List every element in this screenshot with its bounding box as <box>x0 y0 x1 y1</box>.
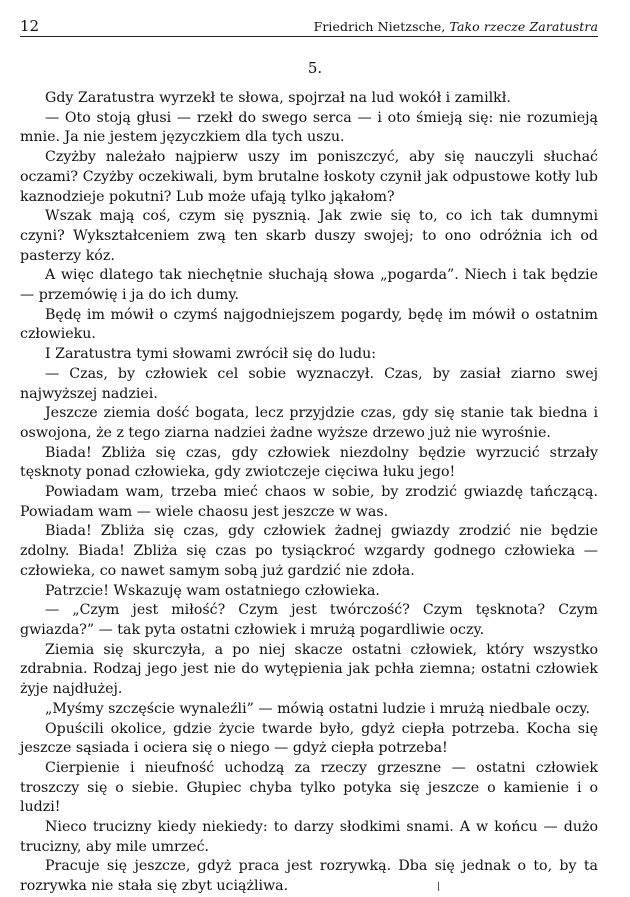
paragraph: Nieco trucizny kiedy niekiedy: to darzy słodkimi snami. A w końcu — dużo trucizny, aby mile umrzeć. <box>20 819 598 855</box>
running-head-author: Friedrich Nietzsche, <box>313 19 450 34</box>
running-header <box>20 14 598 37</box>
paragraph: Opuścili okolice, gdzie życie twarde było, gdyż ciepła potrzeba. Kocha się jeszcze sąsiada i ociera się o niego — gdyż ciepła potrzeba! <box>20 720 598 757</box>
paragraph: Powiadam wam, trzeba mieć chaos w sobie, by zrodzić gwiazdę tańczącą. Powiadam wam — wiele chaosu jest jeszcze w was. <box>20 484 598 520</box>
paragraph: Biada! Zbliża się czas, gdy człowiek żadnej gwiazdy zrodzić nie będzie zdolny. Biada! Zbliża się czas po tysiąckroć wzgardy godnego człowieka — człowieka, co nawet samym sobą już gardzić nie zdoła. <box>20 523 598 579</box>
paragraph: — „Czym jest miłość? Czym jest twórczość? Czym tęsknota? Czym gwiazda?” — tak pyta ostatni człowiek i mrużą pogardliwie oczy. <box>20 602 598 638</box>
paragraph: Czyżby należało najpierw uszy im poniszczyć, aby się nauczyli słuchać oczami? Czyżby oczekiwali, bym brutalne łoskoty czynił jak odpustowe kotły lub kaznodzieje pokutni? Lub może ufają tylko jąkałom? <box>20 149 598 205</box>
body-text <box>20 89 598 897</box>
paragraph: Cierpienie i nieufność uchodzą za rzeczy grzeszne — ostatni człowiek troszczy się o siebie. Głupiec chyba tylko potyka się jeszcze o kamienie i o ludzi! <box>20 759 598 816</box>
paragraph: „Myśmy szczęście wynaleźli” — mówią ostatni ludzie i mrużą niedbale oczy. <box>45 700 590 717</box>
running-head <box>314 19 598 34</box>
page-number: 12 <box>20 17 40 35</box>
running-head-title: Tako rzecze Zaratustra <box>449 19 598 34</box>
section-number: 5. <box>307 59 323 77</box>
paragraph: A więc dlatego tak niechętnie słuchają słowa „pogarda”. Niech i tak będzie — przemówię i ja do ich dumy. <box>20 267 598 304</box>
paragraph: — Oto stoją głusi — rzekł do swego serca — i oto śmieją się: nie rozumieją mnie. Ja nie jestem języczkiem dla tych uszu. <box>20 109 598 146</box>
paragraph: Ziemia się skurczyła, a po niej skacze ostatni człowiek, który wszystko zdrabnia. Rodzaj jego jest nie do wytępienia jak pchła ziemna; ostatni człowiek żyje najdłużej. <box>20 641 598 698</box>
paragraph: I Zaratustra tymi słowami zwrócił się do ludu: <box>45 346 377 363</box>
paragraph: Wszak mają coś, czym się pysznią. Jak zwie się to, co ich tak dumnymi czyni? Wykształceniem zwą ten skarb duszy swojej; to ono odróżnia ich od pasterzy kóz. <box>20 208 598 264</box>
paragraph: Jeszcze ziemia dość bogata, lecz przyjdzie czas, gdy się stanie tak biedna i oswojona, że z tego ziarna nadziei żadne wyższe drzewo już nie wyrośnie. <box>20 405 598 441</box>
paragraph: — Czas, by człowiek cel sobie wyznaczył. Czas, by zasiał ziarno swej najwyższej nadziei. <box>20 365 598 402</box>
crop-mark <box>438 882 439 891</box>
paragraph: Gdy Zaratustra wyrzekł te słowa, spojrzał na lud wokół i zamilkł. <box>45 90 511 106</box>
paragraph: Pracuje się jeszcze, gdyż praca jest rozrywką. Dba się jednak o to, by ta rozrywka nie stała się zbyt uciążliwa. <box>20 858 598 895</box>
paragraph: Będę im mówił o czymś najgodniejszem pogardy, będę im mówił o ostatnim człowieku. <box>20 306 598 343</box>
paragraph: Biada! Zbliża się czas, gdy człowiek niezdolny będzie wyrzucić strzały tęsknoty ponad człowieka, gdy zwiotczeje cięciwa łuku jego! <box>20 444 598 481</box>
paragraph: Patrzcie! Wskazuję wam ostatniego człowieka. <box>45 582 380 599</box>
